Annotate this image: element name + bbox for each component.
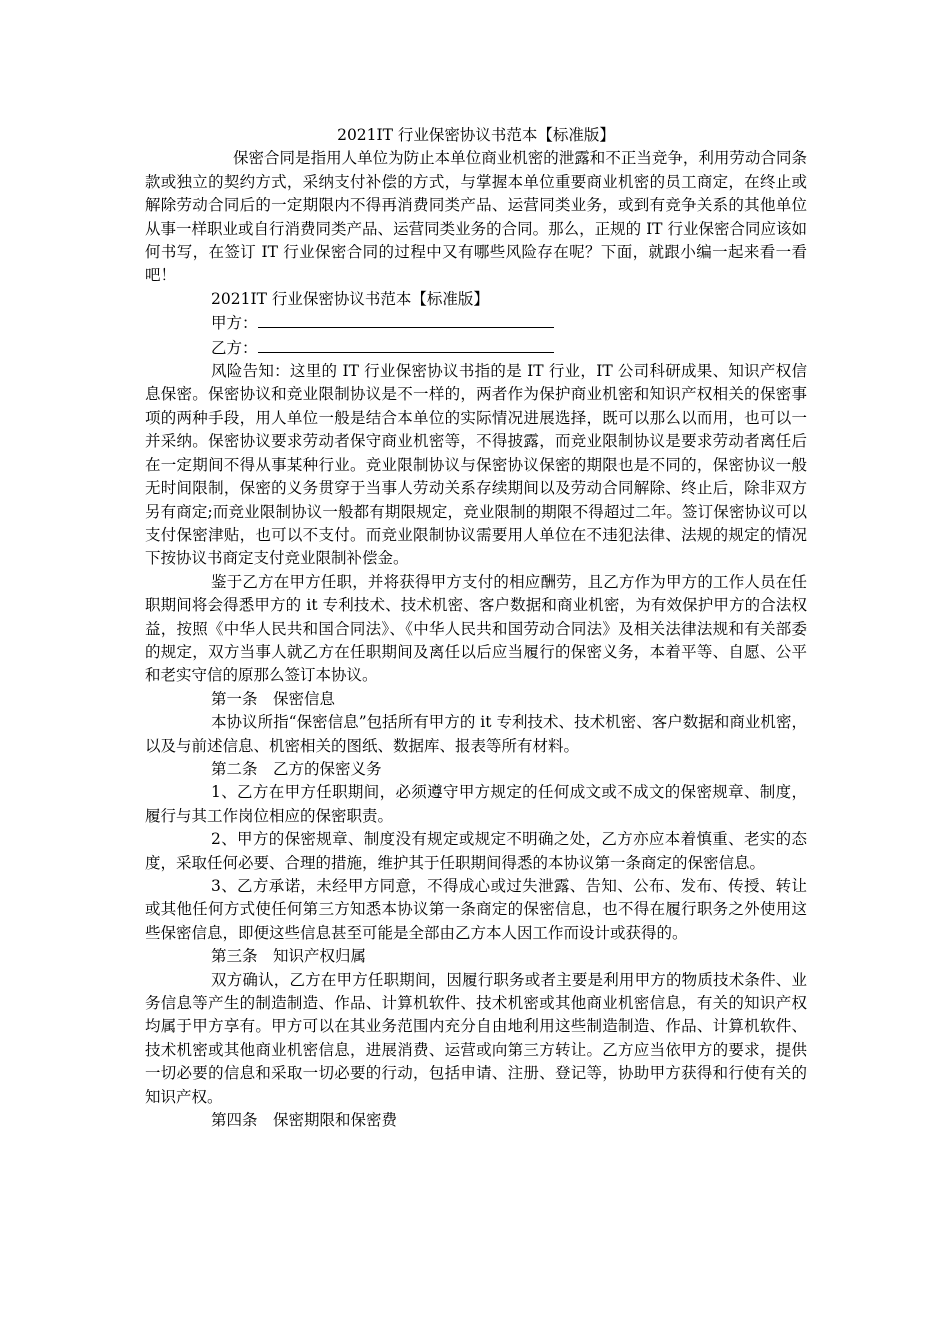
- party-a-blank-line: [258, 311, 554, 328]
- article-2-item-3: 3、乙方承诺，未经甲方同意，不得成心或过失泄露、告知、公布、发布、传授、转让或其他任何方式使任何第三方知悉本协议第一条商定的保密信息，也不得在履行职务之外使用这些保密信息，即便这些信息甚至可能是全部由乙方本人因工作而设计或获得的。: [145, 877, 807, 942]
- article-2-heading: 第二条 乙方的保密义务: [211, 759, 382, 778]
- party-b-label: 乙方：: [211, 338, 258, 357]
- party-b-blank-line: [258, 336, 554, 353]
- article-2-item-1: 1、乙方在甲方任职期间，必须遵守甲方规定的任何成文或不成文的保密规章、制度，履行与其工作岗位相应的保密职责。: [145, 783, 807, 825]
- article-3-heading: 第三条 知识产权归属: [211, 947, 367, 966]
- party-a-label: 甲方：: [211, 314, 258, 333]
- preamble-paragraph: 鉴于乙方在甲方任职，并将获得甲方支付的相应酬劳，且乙方作为甲方的工作人员在任职期间将会得悉甲方的 it 专利技术、技术机密、客户数据和商业机密，为有效保护甲方的合法权益，按照《中华人民共和国合同法》、《中华人民共和国劳动合同法》及相关法律法规和有关部委的规定，双方当事人就乙方在任职期间及离任以后应当履行的保密义务，本着平等、自愿、公平和老实守信的原那么签订本协议。: [145, 572, 807, 685]
- party-b-field: [145, 336, 807, 360]
- party-a-field: [145, 311, 807, 335]
- article-4-heading: 第四条 保密期限和保密费: [211, 1111, 398, 1130]
- article-1-heading: 第一条 保密信息: [211, 689, 336, 708]
- risk-notice-paragraph: 风险告知：这里的 IT 行业保密协议书指的是 IT 行业，IT 公司科研成果、知识产权信息保密。保密协议和竞业限制协议是不一样的，两者作为保护商业机密和知识产权相关的保密事项的两种手段，用人单位一般是结合本单位的实际情况进展选择，既可以那么以而用，也可以一并采纳。保密协议要求劳动者保守商业机密等，不得披露，而竞业限制协议是要求劳动者离任后在一定期间不得从事某种行业。竞业限制协议与保密协议保密的期限也是不同的，保密协议一般无时间限制，保密的义务贯穿于当事人劳动关系存续期间以及劳动合同解除、终止后，除非双方另有商定;而竞业限制协议一般都有期限规定，竞业限制的期限不得超过二年。签订保密协议可以支付保密津贴，也可以不支付。而竞业限制协议需要用人单位在不违犯法律、法规的规定的情况下按协议书商定支付竞业限制补偿金。: [145, 362, 807, 568]
- document-page: [145, 124, 807, 1132]
- article-1-body: 本协议所指“保密信息”包括所有甲方的 it 专利技术、技术机密、客户数据和商业机密，以及与前述信息、机密相关的图纸、数据库、报表等所有材料。: [145, 713, 807, 755]
- article-3-body: 双方确认，乙方在甲方任职期间，因履行职务或者主要是利用甲方的物质技术条件、业务信息等产生的制造制造、作品、计算机软件、技术机密或其他商业机密信息，有关的知识产权均属于甲方享有。甲方可以在其业务范围内充分自由地利用这些制造制造、作品、计算机软件、技术机密或其他商业机密信息，进展消费、运营或向第三方转让。乙方应当依甲方的要求，提供一切必要的信息和采取一切必要的行动，包括申请、注册、登记等，协助甲方获得和行使有关的知识产权。: [145, 970, 807, 1106]
- article-2-item-2: 2、甲方的保密规章、制度没有规定或规定不明确之处，乙方亦应本着慎重、老实的态度，采取任何必要、合理的措施，维护其于任职期间得悉的本协议第一条商定的保密信息。: [145, 830, 807, 872]
- intro-paragraph: 保密合同是指用人单位为防止本单位商业机密的泄露和不正当竞争，利用劳动合同条款或独立的契约方式，采纳支付补偿的方式，与掌握本单位重要商业机密的员工商定，在终止或解除劳动合同后的一定期限内不得再消费同类产品、运营同类业务，或到有竞争关系的其他单位从事一样职业或自行消费同类产品、运营同类业务的合同。那么，正规的 IT 行业保密合同应该如何书写，在签订 IT 行业保密合同的过程中又有哪些风险存在呢？下面，就跟小编一起来看一看吧！: [145, 149, 807, 285]
- document-subtitle: 2021IT 行业保密协议书范本【标准版】: [211, 289, 489, 308]
- document-title: 2021IT 行业保密协议书范本【标准版】: [337, 126, 615, 144]
